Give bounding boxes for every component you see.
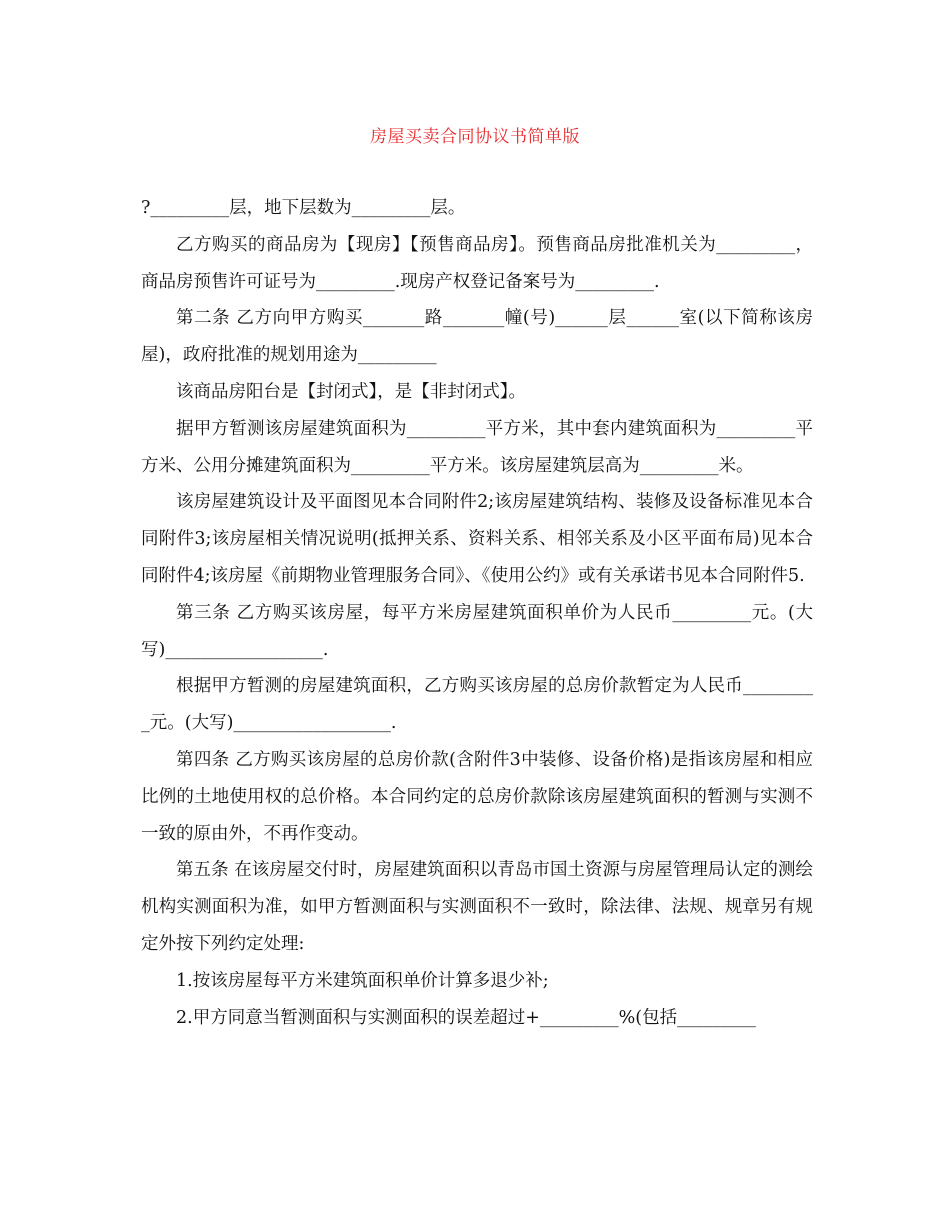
document-body [141, 190, 813, 1036]
paragraph-building-area: 据甲方暂测该房屋建筑面积为_________平方米，其中套内建筑面积为_________平方米、公用分摊建筑面积为_________平方米。该房屋建筑层高为_________米。 [141, 418, 813, 476]
paragraph-property-type: 乙方购买的商品房为【现房】【预售商品房】。预售商品房批准机关为_________，商品房预售许可证号为_________.现房产权登记备案号为_________. [141, 234, 813, 292]
paragraph-item-2: 2.甲方同意当暂测面积与实测面积的误差超过+_________%(包括_________ [176, 1007, 756, 1028]
paragraph-total-price: 根据甲方暂测的房屋建筑面积，乙方购买该房屋的总房价款暂定为人民币_________元。(大写)__________________. [141, 676, 813, 734]
paragraph-article-3: 第三条 乙方购买该房屋，每平方米房屋建筑面积单价为人民币_________元。(大写)__________________. [141, 602, 813, 660]
paragraph-attachments: 该房屋建筑设计及平面图见本合同附件2;该房屋建筑结构、装修及设备标准见本合同附件3;该房屋相关情况说明(抵押关系、资料关系、相邻关系及小区平面布局)见本合同附件4;该房屋《前期物业管理服务合同》、《使用公约》或有关承诺书见本合同附件5. [141, 492, 813, 586]
document-title: 房屋买卖合同协议书简单版 [370, 127, 580, 147]
paragraph-floor-count: ?_________层，地下层数为_________层。 [141, 198, 466, 218]
paragraph-article-2: 第二条 乙方向甲方购买_______路_______幢(号)______层______室(以下简称该房屋)，政府批准的规划用途为_________ [141, 308, 813, 366]
paragraph-article-4: 第四条 乙方购买该房屋的总房价款(含附件3中装修、设备价格)是指该房屋和相应比例的土地使用权的总价格。本合同约定的总房价款除该房屋建筑面积的暂测与实测不一致的原由外，不再作变动。 [141, 749, 813, 844]
paragraph-balcony: 该商品房阳台是【封闭式】，是【非封闭式】。 [176, 381, 526, 402]
paragraph-article-5: 第五条 在该房屋交付时，房屋建筑面积以青岛市国土资源与房屋管理局认定的测绘机构实测面积为准，如甲方暂测面积与实测面积不一致时，除法律、法规、规章另有规定外按下列约定处理: [141, 860, 813, 954]
paragraph-item-1: 1.按该房屋每平方米建筑面积单价计算多退少补; [176, 970, 549, 991]
